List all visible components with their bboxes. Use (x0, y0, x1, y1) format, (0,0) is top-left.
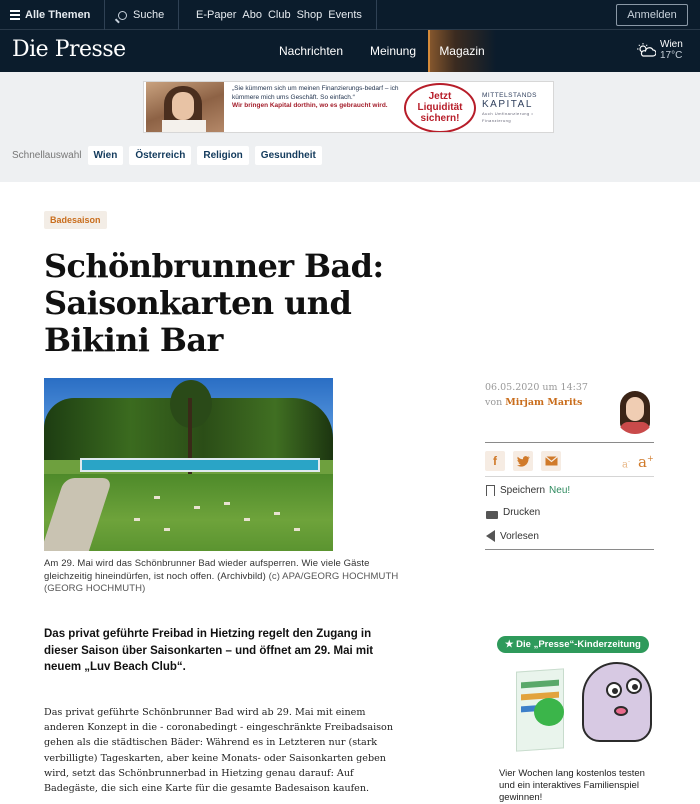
partly-cloudy-icon (636, 43, 656, 57)
save-new-badge: Neu! (549, 485, 571, 496)
printer-icon (486, 511, 498, 519)
font-small-icon: a (622, 459, 628, 471)
hamburger-icon (10, 8, 20, 22)
nav-nachrichten[interactable]: Nachrichten (279, 44, 344, 58)
article-meta (485, 380, 588, 410)
ad-brand-top: MITTELSTANDS (482, 92, 537, 99)
ad-badge: Jetzt Liquidität sichern! (404, 83, 476, 133)
ad-subline: Wir bringen Kapital dorthin, wo es gebraucht wird. (232, 102, 388, 109)
twitter-icon (517, 456, 530, 467)
quick-chip-religion[interactable]: Religion (197, 146, 248, 165)
facebook-icon: f (493, 454, 497, 468)
quick-chip-oesterreich[interactable]: Österreich (129, 146, 191, 165)
link-club[interactable]: Club (267, 9, 291, 21)
read-aloud-label: Vorlesen (500, 530, 539, 542)
link-shop[interactable]: Shop (296, 9, 323, 21)
twitter-share-button[interactable] (513, 451, 533, 471)
ad-quote: „Sie kümmern sich um meinen Finanzierungs-bedarf – ich kümmere mich ums Geschäft. So einfach.“ (232, 85, 399, 101)
divider (485, 476, 654, 477)
search-label: Suche (133, 9, 165, 21)
photo-credit: (c) APA/GEORG HOCHMUTH (GEORG HOCHMUTH) (44, 570, 399, 594)
search-icon (118, 11, 127, 20)
link-epaper[interactable]: E-Paper (196, 9, 237, 21)
article-headline: Schönbrunner Bad: Saisonkarten und Bikini Bar (44, 247, 384, 359)
top-links (196, 0, 362, 30)
kids-paper-text[interactable]: Vier Wochen lang kostenlos testen und ein interaktives Familienspiel gewinnen! (499, 768, 645, 803)
login-button[interactable]: Anmelden (616, 4, 688, 26)
article-kicker[interactable]: Badesaison (44, 211, 107, 229)
weather-temp: 17°C (660, 50, 683, 61)
quick-select (12, 145, 322, 165)
quick-chip-gesundheit[interactable]: Gesundheit (255, 146, 322, 165)
nav-magazin[interactable]: Magazin (428, 30, 496, 72)
publish-date: 06.05.2020 um 14:37 (485, 382, 588, 393)
ad-copy (232, 85, 402, 111)
print-button[interactable] (486, 507, 540, 518)
weather-widget[interactable] (636, 39, 683, 61)
mail-share-button[interactable] (541, 451, 561, 471)
print-label: Drucken (503, 507, 541, 518)
kids-paper-badge[interactable]: ★ Die „Presse“-Kinderzeitung (497, 636, 649, 653)
divider (178, 0, 179, 30)
ad-brand (482, 92, 552, 124)
link-events[interactable]: Events (328, 9, 362, 21)
caption-text: Am 29. Mai wird das Schönbrunner Bad wieder aufsperren. Wie viele Gäste gleichzeitig hineindürfen, ist noch offen. (Archivbild) (44, 558, 370, 582)
link-abo[interactable]: Abo (242, 9, 262, 21)
nav-meinung[interactable]: Meinung (370, 44, 417, 58)
kids-paper-image[interactable] (512, 654, 656, 754)
author-link[interactable]: Mirjam Marits (505, 397, 583, 408)
speaker-icon (486, 530, 495, 542)
byline-prefix: von (485, 397, 503, 408)
top-bar (0, 0, 700, 30)
quick-select-label: Schnellauswahl (12, 149, 82, 161)
font-large-icon: a (638, 453, 647, 471)
all-themes-label: Alle Themen (25, 9, 91, 21)
font-decrease-button[interactable]: a- (622, 458, 630, 471)
save-button[interactable] (486, 485, 570, 496)
article-photo[interactable] (44, 378, 333, 551)
site-logo[interactable]: Die Presse (12, 37, 126, 62)
weather-city: Wien (660, 39, 683, 50)
all-themes-menu[interactable] (10, 0, 90, 30)
divider (485, 442, 654, 443)
read-aloud-button[interactable] (486, 530, 539, 542)
photo-caption (44, 558, 410, 596)
ad-brand-tagline: Auch Umfinanzierung • Finanzierung (482, 111, 534, 123)
main-nav (0, 30, 700, 72)
mail-icon (545, 456, 558, 466)
search-button[interactable] (118, 0, 164, 30)
author-avatar[interactable] (614, 388, 656, 434)
divider (104, 0, 105, 30)
save-label: Speichern (500, 485, 546, 496)
ad-brand-name: KAPITAL (482, 99, 533, 110)
divider (376, 0, 377, 30)
article-body: Das privat geführte Schönbrunner Bad wird ab 29. Mai mit einem anderen Konzept in die - coronabedingt - eingeschränkte Freibadsaison gehen als die städtischen Bäder: Während es in Letzteren nur (stark verbilligte) Tageskarten, aber keine Monats- oder Saisonkarten geben wird, setzt das Schönbrunnerbad in Hietzing genau darauf: Auf Badegäste, die sich eine Karte für die gesamte Badesaison kaufen. (44, 707, 394, 795)
article-lead: Das privat geführte Freibad in Hietzing regelt den Zugang in dieser Saison über Saisonkarten – und öffnet am 29. Mai mit neuem „Luv Beach Club“. (44, 628, 374, 673)
font-increase-button[interactable]: a+ (638, 453, 654, 471)
facebook-share-button[interactable] (485, 451, 505, 471)
banner-ad[interactable] (143, 81, 554, 133)
bookmark-icon (486, 485, 495, 496)
ad-portrait (146, 82, 224, 133)
quick-chip-wien[interactable]: Wien (88, 146, 124, 165)
divider (485, 549, 654, 550)
